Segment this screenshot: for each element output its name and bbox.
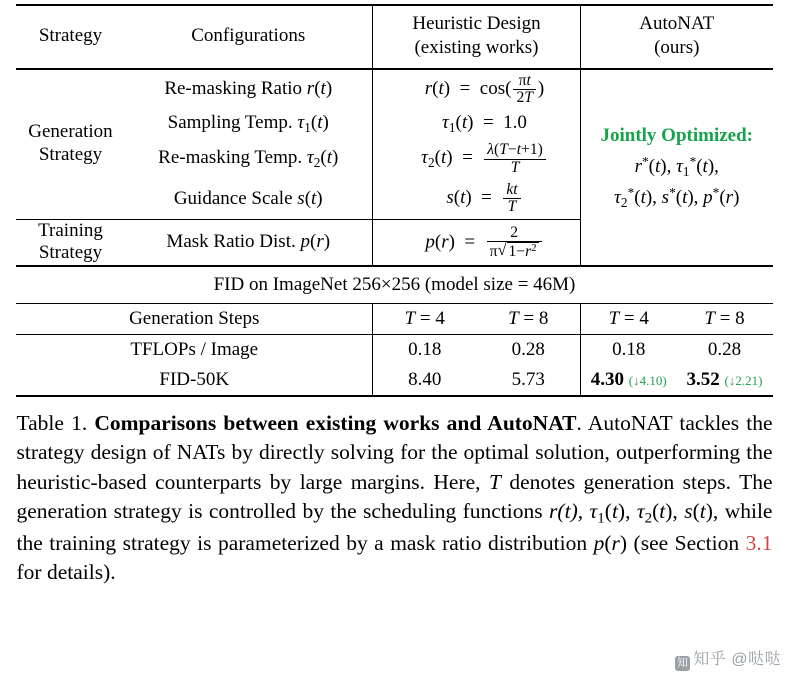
fid-autonat-t4-value: 4.30 [590, 369, 625, 391]
header-autonat-line2: (ours) [654, 36, 700, 58]
comparison-table [16, 4, 772, 397]
header-heuristic-line1: Heuristic Design [412, 13, 541, 34]
formula-mask-ratio-dist: p(r) = $\frac{2}{\pi √ 1-r^2}$ [372, 219, 580, 266]
tflops-autonat-t4: 0.18 [581, 335, 677, 366]
caption-body-1: . AutoNAT tackles the strategy design of NATs by directly solving for the optimal solution, outperforming the heuristic-based counterparts by large margins. Here, [16, 411, 773, 494]
caption-body-2: denotes generation steps. The generation strategy is controlled by the scheduling functions [16, 469, 773, 523]
steps-autonat-t8: T = 8 [677, 304, 773, 335]
table-header-row [16, 5, 772, 69]
config-remasking-temp: Re-masking Temp. $\tau_2(t)$ [158, 147, 339, 170]
group-label-generation [16, 69, 124, 220]
jointly-optimized-line1: r*(t), $\tau_1^*(t)$, [634, 154, 719, 180]
fid-banner [16, 266, 772, 304]
header-heuristic [372, 5, 580, 69]
tflops-autonat-t8: 0.28 [677, 335, 773, 366]
table-row [16, 365, 772, 396]
steps-row [16, 304, 772, 335]
fid-heuristic-t8: 5.73 [511, 369, 545, 391]
watermark-text: 知乎 @哒哒 [693, 651, 781, 668]
zhihu-icon: 知 [677, 657, 689, 669]
steps-label: Generation Steps [16, 304, 372, 335]
row-label-fid50k: FID-50K [159, 369, 230, 391]
table-row [16, 69, 772, 110]
fid-autonat-t4-delta: (↓4.10) [628, 373, 667, 389]
config-sampling-temp: Sampling Temp. $\tau_1(t)$ [167, 112, 329, 136]
row-label-tflops: TFLOPs / Image [16, 335, 372, 366]
group-generation-line1: Generation [28, 121, 113, 143]
jointly-optimized-line2: $\tau_2^*(t)$, s*(t), p*(r) [614, 185, 740, 211]
config-guidance-scale: Guidance Scale s(t) [173, 187, 323, 209]
jointly-optimized-title: Jointly Optimized: [600, 125, 754, 146]
tflops-heuristic-t4: 0.18 [372, 335, 476, 366]
fid-heuristic-t4: 8.40 [372, 365, 476, 396]
figure-page [0, 4, 789, 675]
group-label-training [16, 219, 124, 266]
header-strategy: Strategy [16, 5, 124, 69]
header-autonat [581, 5, 773, 69]
header-autonat-line1: AutoNAT [639, 13, 715, 34]
fid-autonat-t4 [581, 365, 677, 396]
section-reference-link[interactable]: 3.1 [745, 530, 773, 555]
tflops-heuristic-t8: 0.28 [476, 335, 580, 366]
fid-autonat-t8-value: 3.52 [686, 369, 720, 391]
fid-banner-bold: FID on ImageNet 256×256 [213, 274, 421, 296]
caption-body-5: for details). [16, 560, 116, 585]
autonat-jointly-optimized [581, 69, 773, 267]
fid-autonat-t8-delta: (↓2.21) [724, 373, 763, 389]
formula-remasking-temp: $\tau_2(t)$ = $\frac{\lambda(T-t+1)}{T}$ [372, 139, 580, 179]
caption-symbol-T: T [488, 469, 501, 494]
caption-title: Comparisons between existing works and AutoNAT [94, 411, 577, 436]
fid-banner-row [16, 266, 772, 304]
caption-label: Table 1. [16, 411, 88, 436]
watermark [675, 646, 781, 671]
caption-body-3: , while the training strategy is parameterized by a mask ratio distribution [16, 498, 773, 555]
steps-autonat-t4: T = 4 [581, 304, 677, 335]
fid-autonat-t8 [677, 365, 773, 396]
caption-funcs-1: r(t), [549, 498, 590, 523]
formula-remasking-ratio: r(t) = cos( $\frac{\pi t}{2T}$ ) [372, 69, 580, 110]
table-caption [17, 409, 773, 587]
table-row [16, 335, 772, 366]
caption-body-4: (see Section [627, 530, 746, 555]
config-remasking-ratio: Re-masking Ratio r(t) [124, 69, 372, 110]
steps-heuristic-t4: T = 4 [372, 304, 476, 335]
config-mask-ratio-dist: Mask Ratio Dist. p(r) [124, 219, 372, 266]
formula-guidance-scale: s(t) = $\frac{kt}{T}$ [372, 179, 580, 219]
caption-funcs-2: $\tau_1(t)$, $\tau_2(t)$, s(t) [589, 498, 713, 527]
caption-symbol-p: p(r) [593, 530, 628, 555]
header-configurations: Configurations [124, 5, 372, 69]
formula-sampling-temp: $\tau_1(t) = 1.0$ [372, 109, 580, 139]
group-generation-line2: Strategy [38, 144, 103, 166]
table-bottom-rule [16, 396, 772, 397]
group-training-line1: Training [38, 219, 103, 241]
steps-heuristic-t8: T = 8 [476, 304, 580, 335]
header-heuristic-line2: (existing works) [414, 36, 539, 58]
fid-banner-normal: (model size = 46M) [424, 274, 576, 296]
group-training-line2: Strategy [38, 242, 103, 264]
